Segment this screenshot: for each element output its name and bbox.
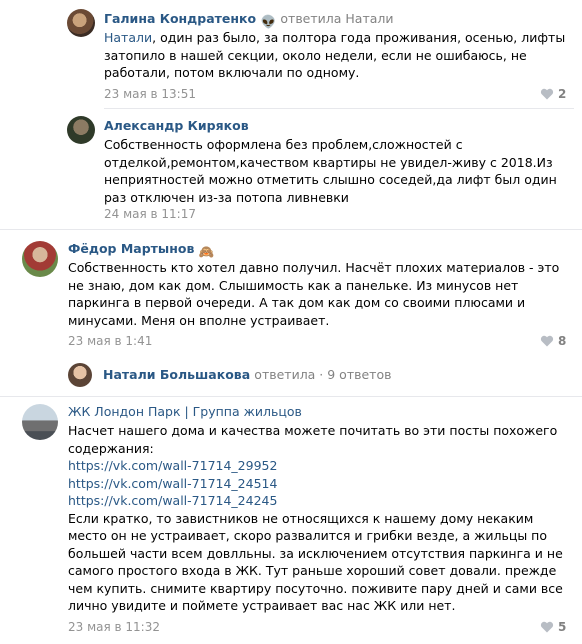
text-line: работали, потом включали по одному. bbox=[104, 65, 360, 80]
text-line: чем купить. снимите квартиру посуточно. поживите пару дней и сами все bbox=[68, 580, 563, 596]
comment-date[interactable]: 24 мая в 11:17 bbox=[104, 207, 196, 221]
comment-text bbox=[104, 29, 574, 82]
thread-meta[interactable]: ответила · 9 ответов bbox=[254, 367, 392, 382]
comment-author[interactable] bbox=[104, 11, 394, 30]
separator bbox=[104, 108, 574, 109]
comment-text bbox=[104, 136, 574, 206]
replied-to[interactable]: ответила Натали bbox=[280, 11, 394, 26]
comment-text bbox=[68, 422, 574, 615]
like-button[interactable] bbox=[540, 620, 566, 634]
comment-author[interactable]: ЖК Лондон Парк | Группа жильцов bbox=[68, 404, 302, 419]
thread-replies-link[interactable] bbox=[103, 367, 391, 383]
comment-date[interactable]: 23 мая в 13:51 bbox=[104, 87, 196, 101]
avatar[interactable] bbox=[67, 116, 95, 144]
text-line: Насчет нашего дома и качества можете почитать во эти посты похожего bbox=[68, 423, 558, 438]
post-link[interactable]: https://vk.com/wall-71714_29952 bbox=[68, 458, 278, 473]
author-name[interactable]: Галина Кондратенко bbox=[104, 11, 257, 26]
separator bbox=[0, 229, 582, 230]
avatar[interactable] bbox=[22, 241, 58, 277]
avatar[interactable] bbox=[67, 9, 95, 37]
thread-author[interactable]: Натали Большакова bbox=[103, 367, 251, 382]
text-line: Собственность кто хотел давно получил. Насчёт плохих материалов - это bbox=[68, 260, 560, 275]
heart-icon bbox=[540, 621, 554, 633]
comment-date[interactable]: 23 мая в 11:32 bbox=[68, 620, 160, 634]
text-line: затопило в нашей секции, около недели, если не ошибаюсь, не bbox=[104, 47, 527, 63]
text-line: Если кратко, то завистников не относящихся к нашему дому некаким bbox=[68, 510, 534, 526]
text-line: Собственность оформлена без проблем,сложностей с bbox=[104, 137, 463, 152]
text-line: , один раз было, за полтора года проживания, осенью, лифты bbox=[152, 30, 566, 45]
text-line: минусами. Меня он вполне устраивает. bbox=[68, 312, 330, 328]
post-link[interactable]: https://vk.com/wall-71714_24245 bbox=[68, 493, 278, 508]
text-line: паркинга в первой очереди. А так дом как дом со своими плюсами и bbox=[68, 295, 526, 310]
separator bbox=[0, 396, 582, 397]
text-line: отделкой,ремонтом,качеством квартиры не увидел-живу с 2018.Из bbox=[104, 154, 553, 170]
text-line: содержания: bbox=[68, 440, 154, 456]
like-button[interactable] bbox=[540, 334, 566, 348]
text-line: самого простого входа в ЖК. Тут раньше хороший совет довали. прежде bbox=[68, 563, 557, 578]
text-line: неприятностей можно отметить слышно соседей,да лифт был один bbox=[104, 172, 557, 187]
text-line: место он не устраивает, скоро развалится и грибки везде, а жильцы по bbox=[68, 528, 548, 543]
heart-icon bbox=[540, 335, 554, 347]
text-line: большей части всем довлльны. за исключением отсутствия паркинга и не bbox=[68, 545, 563, 561]
comment-author[interactable]: Александр Киряков bbox=[104, 118, 249, 133]
avatar[interactable] bbox=[22, 404, 58, 440]
like-count: 2 bbox=[558, 87, 567, 101]
comment-text bbox=[68, 259, 574, 329]
reply-address[interactable]: Натали bbox=[104, 30, 153, 45]
like-count: 8 bbox=[558, 334, 567, 348]
heart-icon bbox=[540, 88, 554, 100]
monkey-emoji-icon: 🙈 bbox=[198, 244, 215, 259]
like-button[interactable] bbox=[540, 87, 566, 101]
like-count: 5 bbox=[558, 620, 567, 634]
post-link[interactable]: https://vk.com/wall-71714_24514 bbox=[68, 475, 278, 491]
comment-date[interactable]: 23 мая в 1:41 bbox=[68, 334, 153, 348]
alien-emoji-icon: 👽 bbox=[260, 14, 277, 29]
author-name[interactable]: Фёдор Мартынов bbox=[68, 241, 195, 256]
avatar[interactable] bbox=[68, 363, 92, 387]
text-line: не знаю, дом как дом. Слышимость как а панельке. Из минусов нет bbox=[68, 277, 519, 293]
text-line: раз отключен из-за потопа ливневки bbox=[104, 189, 349, 205]
text-line: лично увидите и поймете устраивает вас нас ЖК или нет. bbox=[68, 598, 456, 613]
comment-author[interactable] bbox=[68, 241, 214, 260]
